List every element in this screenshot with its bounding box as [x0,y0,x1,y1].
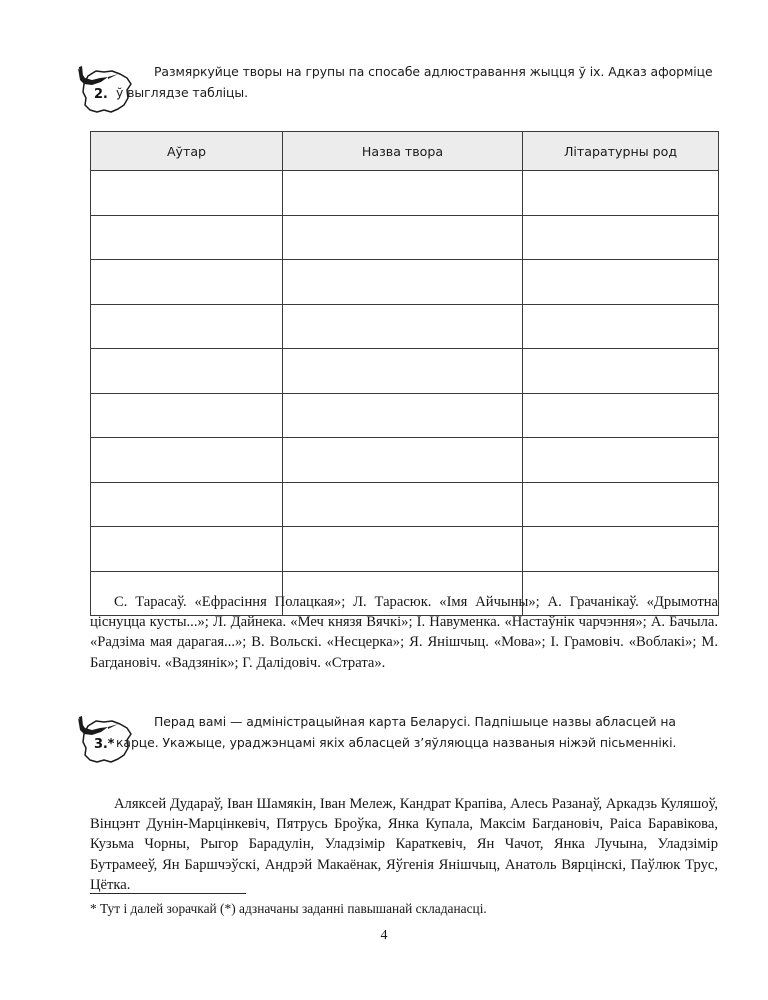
classification-table-wrapper [90,131,718,616]
table-header-title: Назва твора [283,132,523,171]
table-cell-genre[interactable] [523,215,719,260]
task-3-instruction: Перад вамі — адміністрацыйная карта Беларусі. Падпішыце назвы абласцей на карце. Укажыце, ураджэнцамі якіх абласцей з’яўляюцца названыя ніжэй пісьменнікі. [116,714,677,750]
footnote-text: * Тут і далей зорачкай (*) адзначаны заданні павышанай складанасці. [90,901,487,916]
footnote-separator [90,893,246,894]
writers-list-paragraph [90,794,718,895]
table-row[interactable] [91,393,719,438]
table-row[interactable] [91,171,719,216]
table-header-row [91,132,719,171]
task-3-text [70,712,722,753]
table-row[interactable] [91,304,719,349]
table-cell-title[interactable] [283,349,523,394]
classification-table [90,131,719,616]
table-row[interactable] [91,438,719,483]
table-cell-title[interactable] [283,171,523,216]
table-cell-genre[interactable] [523,304,719,349]
table-cell-title[interactable] [283,393,523,438]
table-cell-author[interactable] [91,482,283,527]
table-cell-title[interactable] [283,438,523,483]
task-3 [70,712,722,753]
table-body [91,171,719,616]
table-row[interactable] [91,349,719,394]
table-row[interactable] [91,260,719,305]
table-cell-genre[interactable] [523,527,719,572]
table-cell-author[interactable] [91,171,283,216]
table-cell-genre[interactable] [523,393,719,438]
table-cell-title[interactable] [283,482,523,527]
table-header-genre: Літаратурны род [523,132,719,171]
table-cell-author[interactable] [91,527,283,572]
table-cell-author[interactable] [91,215,283,260]
table-header-author: Аўтар [91,132,283,171]
footnote [90,899,718,918]
table-cell-genre[interactable] [523,349,719,394]
table-row[interactable] [91,482,719,527]
table-cell-title[interactable] [283,260,523,305]
table-cell-title[interactable] [283,527,523,572]
works-list-text: С. Тарасаў. «Ефрасіння Полацкая»; Л. Тарасюк. «Імя Айчыны»; А. Грачанікаў. «Дрымотна ціснуцца кусты...»; Л. Дайнека. «Меч князя Вячкі»; І. Навуменка. «Настаўнік чарчэння»; А. Бачыла. «Радзіма мая дарагая...»; В. Вольскі. «Несцерка»; Я. Янішчыц. «Мова»; І. Грамовіч. «Воблакі»; М. Багдановіч. «Вадзянік»; Г. Далідовіч. «Страта». [90,594,718,671]
table-cell-author[interactable] [91,438,283,483]
task-2-text [70,62,722,103]
task-2 [70,62,722,103]
table-cell-author[interactable] [91,349,283,394]
table-cell-genre[interactable] [523,171,719,216]
table-cell-title[interactable] [283,304,523,349]
task-2-number: 2. [94,87,108,102]
page-number: 4 [380,928,388,943]
writers-list-text: Аляксей Дудараў, Іван Шамякін, Іван Мележ, Кандрат Крапіва, Алесь Разанаў, Аркадзь Куляшоў, Вінцэнт Дунін-Марцінкевіч, Пятрусь Броўка, Янка Купала, Максім Багдановіч, Раіса Баравікова, Кузьма Чорны, Рыгор Барадулін, Уладзімір Караткевіч, Ян Чачот, Янка Лучына, Уладзімір Бутрамееў, Ян Баршчэўскі, Андрэй Макаёнак, Яўгенія Янішчыц, Анатоль Вярцінскі, Паўлюк Трус, Цётка. [90,796,718,893]
table-row[interactable] [91,215,719,260]
table-cell-title[interactable] [283,215,523,260]
task-2-instruction: Размяркуйце творы на групы па спосабе адлюстравання жыцця ў іх. Адказ аформіце ў выглядзе табліцы. [116,64,713,100]
task-3-number: 3.* [94,737,115,752]
table-cell-author[interactable] [91,304,283,349]
table-cell-genre[interactable] [523,482,719,527]
table-cell-author[interactable] [91,393,283,438]
table-cell-genre[interactable] [523,438,719,483]
table-cell-author[interactable] [91,260,283,305]
works-list-paragraph [90,592,718,673]
table-row[interactable] [91,527,719,572]
table-cell-genre[interactable] [523,260,719,305]
